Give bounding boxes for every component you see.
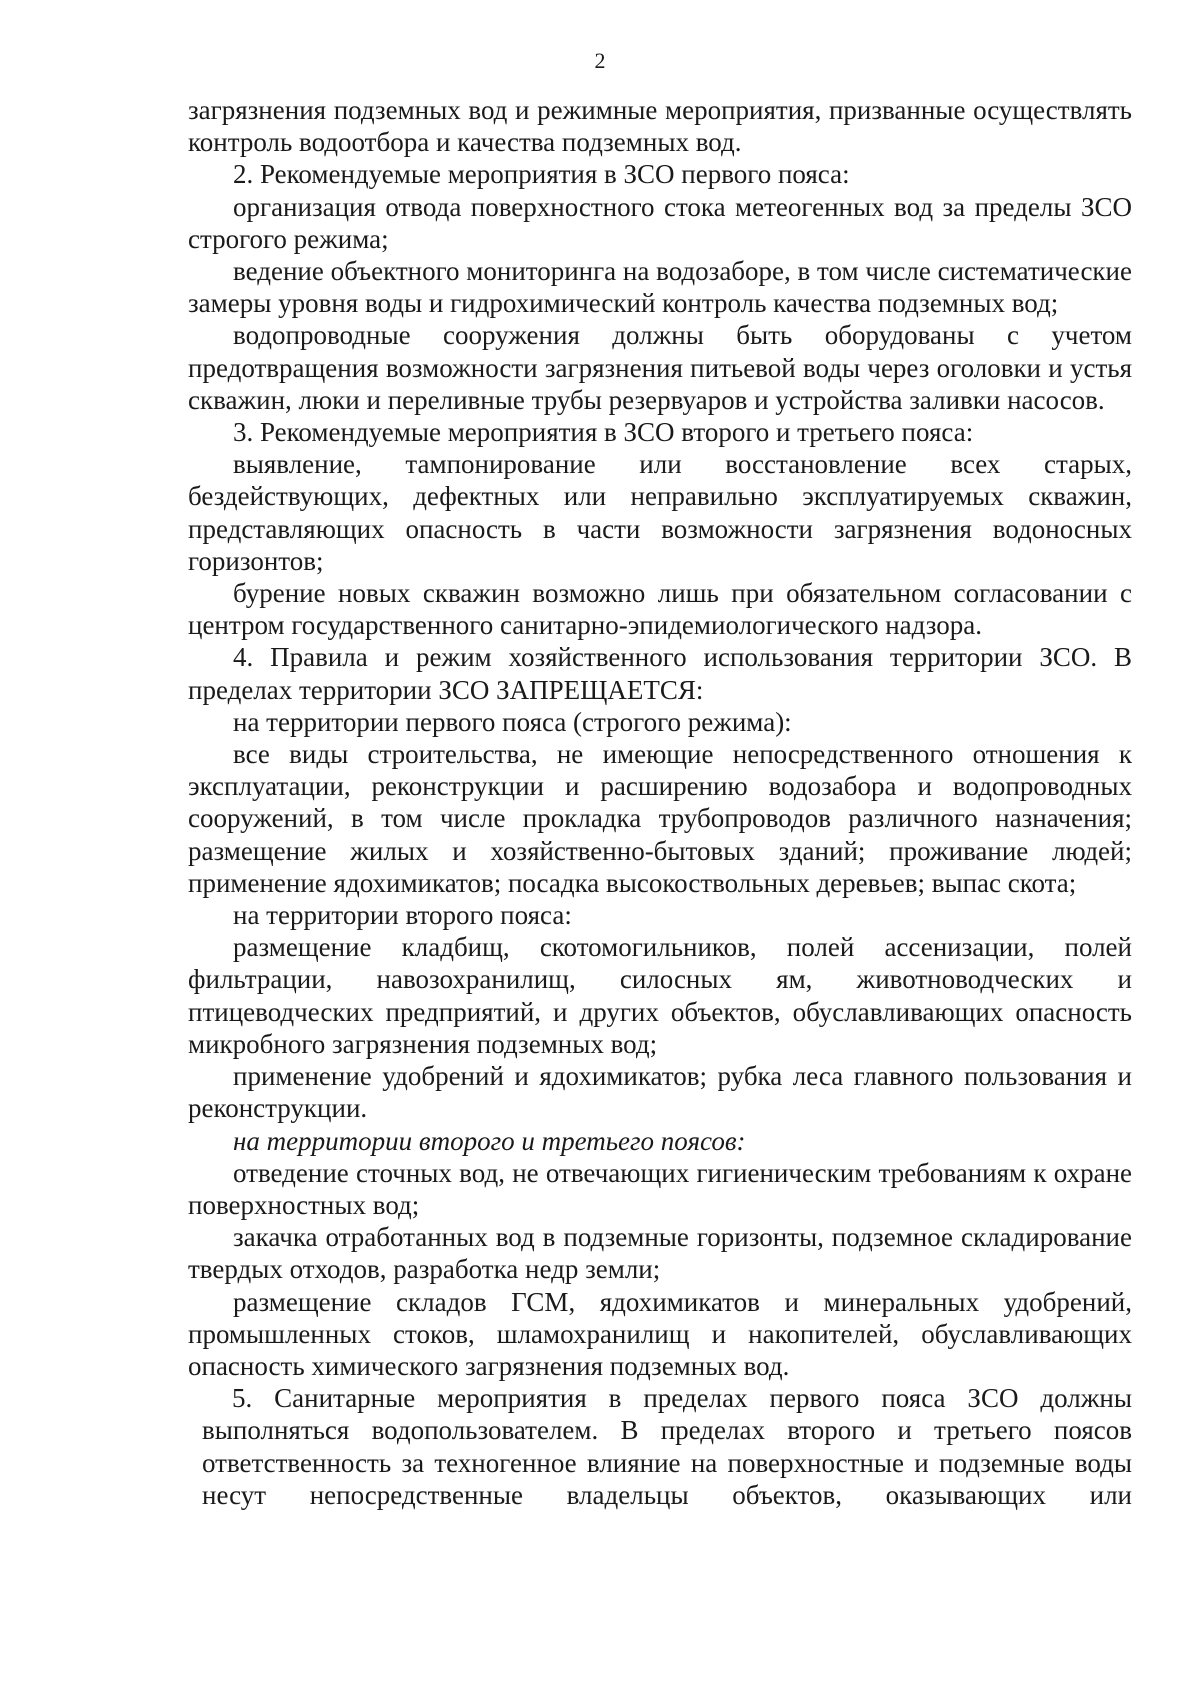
paragraph-section-4-heading: 4. Правила и режим хозяйственного использования территории ЗСО. В пределах территории ЗСО ЗАПРЕЩАЕТСЯ:	[188, 642, 1132, 705]
paragraph-item: закачка отработанных вод в подземные горизонты, подземное складирование твердых отходов, разработка недр земли;	[188, 1222, 1132, 1285]
paragraph-item: водопроводные сооружения должны быть оборудованы с учетом предотвращения возможности загрязнения питьевой воды через оголовки и устья скважин, люки и переливные трубы резервуаров и устройства заливки насосов.	[188, 320, 1132, 415]
paragraph-item: выявление, тампонирование или восстановление всех старых, бездействующих, дефектных или неправильно эксплуатируемых скважин, представляющих опасность в части возможности загрязнения водоносных горизонтов;	[188, 449, 1132, 576]
paragraph-item: отведение сточных вод, не отвечающих гигиеническим требованиям к охране поверхностных вод;	[188, 1157, 1132, 1220]
paragraph-section-3-heading: 3. Рекомендуемые мероприятия в ЗСО второго и третьего пояса:	[233, 417, 974, 448]
paragraph-subheading: на территории второго пояса:	[233, 900, 572, 931]
paragraph-section-5: 5. Санитарные мероприятия в пределах первого пояса ЗСО должны выполняться водопользователем. В пределах второго и третьего поясов ответственность за техногенное влияние на поверхностные и подземные воды несут непосредственные владельцы объектов, оказывающих или	[202, 1383, 1132, 1510]
paragraph-section-2-heading: 2. Рекомендуемые мероприятия в ЗСО первого пояса:	[233, 159, 850, 190]
document-body	[188, 94, 1132, 1511]
paragraph-item: размещение кладбищ, скотомогильников, полей ассенизации, полей фильтрации, навозохранилищ, силосных ям, животноводческих и птицеводческих предприятий, и других объектов, обуславливающих опасность микробного загрязнения подземных вод;	[188, 932, 1132, 1059]
paragraph-continuation: загрязнения подземных вод и режимные мероприятия, призванные осуществлять контроль водоотбора и качества подземных вод.	[188, 95, 1132, 158]
page-number: 2	[594, 48, 606, 73]
paragraph-subheading: на территории первого пояса (строгого режима):	[233, 706, 792, 737]
paragraph-item: применение удобрений и ядохимикатов; рубка леса главного пользования и реконструкции.	[188, 1061, 1132, 1124]
paragraph-item: ведение объектного мониторинга на водозаборе, в том числе систематические замеры уровня воды и гидрохимический контроль качества подземных вод;	[188, 256, 1132, 319]
paragraph-item: размещение складов ГСМ, ядохимикатов и минеральных удобрений, промышленных стоков, шламохранилищ и накопителей, обуславливающих опасность химического загрязнения подземных вод.	[188, 1286, 1132, 1381]
paragraph-item: бурение новых скважин возможно лишь при обязательном согласовании с центром государственного санитарно-эпидемиологического надзора.	[188, 578, 1132, 641]
paragraph-item: организация отвода поверхностного стока метеогенных вод за пределы ЗСО строгого режима;	[188, 191, 1132, 254]
paragraph-item: все виды строительства, не имеющие непосредственного отношения к эксплуатации, реконструкции и расширению водозабора и водопроводных сооружений, в том числе прокладка трубопроводов различного назначения; размещение жилых и хозяйственно-бытовых зданий; проживание людей; применение ядохимикатов; посадка высокоствольных деревьев; выпас скота;	[188, 739, 1132, 898]
paragraph-subheading-italic: на территории второго и третьего поясов:	[233, 1125, 746, 1156]
